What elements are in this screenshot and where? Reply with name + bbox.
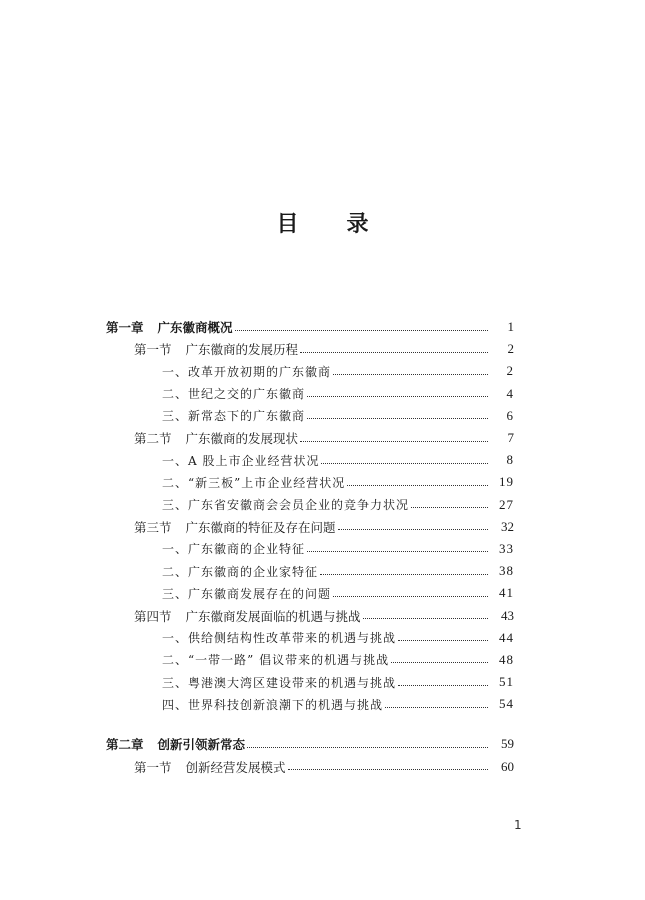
- toc-item[interactable]: [106, 538, 514, 560]
- toc-page: 54: [499, 696, 514, 712]
- toc-item[interactable]: [106, 360, 514, 382]
- toc-page: 4: [506, 385, 514, 401]
- toc-page: 59: [501, 736, 514, 752]
- toc-item[interactable]: [106, 671, 514, 693]
- leader-dots: [363, 618, 488, 619]
- toc-label: 四、世界科技创新浪潮下的机遇与挑战: [162, 697, 384, 712]
- leader-dots: [321, 463, 488, 464]
- leader-dots: [333, 596, 488, 597]
- toc-page: 43: [501, 607, 514, 623]
- leader-dots: [411, 507, 488, 508]
- toc-page: 6: [506, 407, 514, 423]
- toc-label: 三、广东徽商发展存在的问题: [162, 586, 332, 601]
- toc-section[interactable]: [106, 338, 514, 360]
- leader-dots: [391, 662, 488, 663]
- toc-prefix: 第一节: [134, 342, 172, 358]
- toc-label: 广东徽商的发展历程: [185, 342, 299, 358]
- toc-label: 三、新常态下的广东徽商: [162, 409, 306, 424]
- toc-item[interactable]: [106, 649, 514, 671]
- toc-page: 27: [499, 496, 514, 512]
- toc-section[interactable]: [106, 604, 514, 626]
- toc-label: 二、“新三板”上市企业经营状况: [162, 475, 346, 490]
- toc-label: 创新引领新常态: [157, 737, 246, 753]
- leader-dots: [320, 574, 488, 575]
- toc-page: 48: [499, 651, 514, 667]
- toc-label: 广东徽商的发展现状: [185, 431, 299, 447]
- toc-label: 三、广东省安徽商会会员企业的竞争力状况: [162, 498, 410, 513]
- leader-dots: [398, 640, 488, 641]
- toc-label: 创新经营发展模式: [185, 759, 286, 775]
- toc-prefix: 第四节: [134, 608, 172, 624]
- toc-page: 41: [499, 585, 514, 601]
- leader-dots: [247, 747, 488, 748]
- toc-prefix: 第二节: [134, 431, 172, 447]
- leader-dots: [288, 769, 488, 770]
- toc-label: 一、A 股上市企业经营状况: [162, 453, 320, 468]
- toc-page: 51: [499, 674, 514, 690]
- toc-chapter-2[interactable]: [106, 733, 514, 755]
- toc-page: 2: [507, 341, 514, 357]
- toc-page: 1: [507, 319, 514, 335]
- toc-label: 二、广东徽商的企业家特征: [162, 564, 319, 579]
- toc-page: 44: [499, 629, 514, 645]
- leader-dots: [338, 529, 488, 530]
- toc-label: 一、改革开放初期的广东徽商: [162, 364, 332, 379]
- toc-item[interactable]: [106, 383, 514, 405]
- chapter-spacer: [106, 715, 514, 733]
- toc-item[interactable]: [106, 560, 514, 582]
- toc-item[interactable]: [106, 582, 514, 604]
- leader-dots: [307, 551, 488, 552]
- toc-item[interactable]: [106, 627, 514, 649]
- toc-item[interactable]: [106, 693, 514, 715]
- toc-label: 三、粤港澳大湾区建设带来的机遇与挑战: [162, 675, 397, 690]
- toc-label: 广东徽商的特征及存在问题: [185, 519, 336, 535]
- toc-item[interactable]: [106, 471, 514, 493]
- toc-label: 广东徽商概况: [157, 320, 233, 336]
- toc-label: 一、广东徽商的企业特征: [162, 542, 306, 557]
- toc-page: 7: [507, 430, 514, 446]
- toc-prefix: 第二章: [106, 737, 144, 753]
- leader-dots: [307, 418, 488, 419]
- title-char-1: 目: [276, 212, 299, 237]
- toc-page: 19: [499, 474, 514, 490]
- leader-dots: [307, 396, 488, 397]
- leader-dots: [300, 352, 488, 353]
- toc-page: 60: [501, 758, 514, 774]
- toc-label: 一、供给侧结构性改革带来的机遇与挑战: [162, 631, 397, 646]
- toc-prefix: 第一节: [134, 759, 172, 775]
- toc-section[interactable]: [106, 516, 514, 538]
- toc-item[interactable]: [106, 494, 514, 516]
- toc-page: 38: [499, 563, 514, 579]
- table-of-contents: [106, 316, 514, 778]
- leader-dots: [398, 685, 488, 686]
- toc-page: 33: [499, 540, 514, 556]
- toc-prefix: 第一章: [106, 320, 144, 336]
- toc-page: 2: [506, 363, 514, 379]
- toc-label: 二、“一带一路” 倡议带来的机遇与挑战: [162, 653, 390, 668]
- leader-dots: [235, 330, 488, 331]
- toc-section[interactable]: [106, 756, 514, 778]
- toc-label: 广东徽商发展面临的机遇与挑战: [185, 608, 361, 624]
- toc-page: 8: [506, 452, 514, 468]
- page-number: 1: [514, 818, 522, 832]
- toc-section[interactable]: [106, 427, 514, 449]
- toc-page: 32: [501, 518, 514, 534]
- toc-item[interactable]: [106, 405, 514, 427]
- page-title: [0, 207, 645, 238]
- toc-chapter-1[interactable]: [106, 316, 514, 338]
- leader-dots: [385, 707, 488, 708]
- leader-dots: [347, 485, 488, 486]
- title-char-2: 录: [346, 212, 369, 237]
- leader-dots: [333, 374, 488, 375]
- toc-item[interactable]: [106, 449, 514, 471]
- toc-prefix: 第三节: [134, 519, 172, 535]
- leader-dots: [300, 441, 488, 442]
- toc-label: 二、世纪之交的广东徽商: [162, 387, 306, 402]
